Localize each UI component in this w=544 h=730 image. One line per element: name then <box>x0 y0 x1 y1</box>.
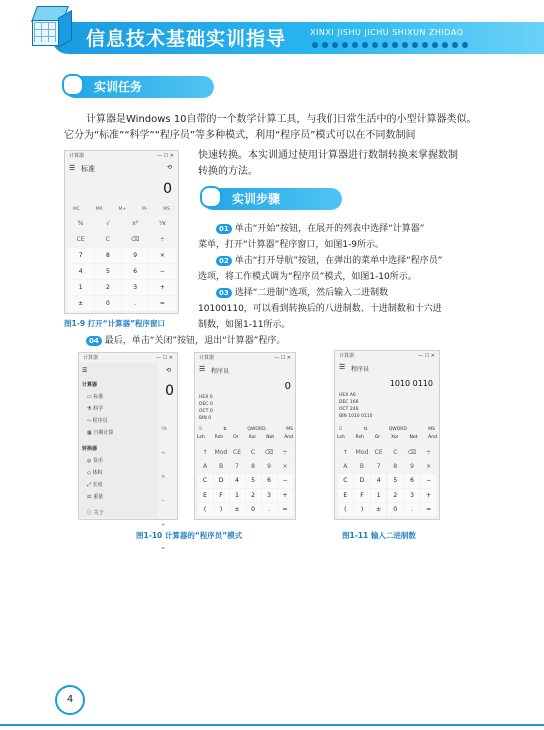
calc-key[interactable]: x² <box>122 216 148 231</box>
prog-key[interactable]: ⌫ <box>262 446 277 459</box>
mode-label: 程序员 <box>351 366 370 373</box>
step-4-line-1 <box>86 334 486 349</box>
prog-key[interactable]: Mod <box>214 446 229 459</box>
book-icon <box>200 186 222 208</box>
base-row-dec[interactable]: DEC 166 <box>339 400 359 405</box>
window-controls[interactable]: — ☐ ✕ <box>418 353 435 359</box>
prog-key[interactable]: . <box>262 503 277 516</box>
base-list <box>195 395 295 425</box>
calc-key[interactable]: 5 <box>95 264 121 279</box>
calculator-binary-window <box>334 350 440 520</box>
prog-key[interactable]: 0 <box>246 503 261 516</box>
window-app-name: 计算器 <box>339 353 355 359</box>
nav-item-about[interactable]: ⓘ 关于 <box>87 510 104 516</box>
history-icon[interactable]: ⟲ <box>165 367 171 374</box>
prog-key[interactable]: 6 <box>262 474 277 487</box>
step-text: 选择“二进制”选项，然后输入二进制数 <box>234 288 389 298</box>
figure-caption-1-10: 图1-10 计算器的“程序员”模式 <box>136 531 243 540</box>
bitwise-op[interactable]: Lsh <box>337 435 345 440</box>
prog-key[interactable]: 2 <box>388 489 404 502</box>
step-3-line-1 <box>216 286 486 301</box>
calculator-programmer-window <box>194 352 296 520</box>
header-dots <box>312 42 468 48</box>
memory-key[interactable]: M- <box>141 207 148 212</box>
prog-key[interactable]: 4 <box>230 474 245 487</box>
prog-key[interactable]: 4 <box>371 474 387 487</box>
calc-key[interactable]: 4 <box>68 264 94 279</box>
prog-key[interactable]: F <box>354 489 370 502</box>
prog-key[interactable]: CE <box>230 446 245 459</box>
book-title-pinyin: XINXI JISHU JICHU SHIXUN ZHIDAO <box>310 28 464 37</box>
word-row <box>199 427 293 432</box>
calc-key[interactable]: + <box>149 280 175 295</box>
prog-key[interactable]: D <box>354 474 370 487</box>
bitwise-op[interactable]: And <box>284 435 293 440</box>
prog-key[interactable]: 8 <box>388 460 404 473</box>
prog-key[interactable]: + <box>278 489 293 502</box>
step-badge: 02 <box>216 256 232 266</box>
prog-key[interactable]: = <box>421 503 437 516</box>
prog-key[interactable]: ↑ <box>198 446 213 459</box>
step-1-line-2: 菜单，打开“计算器”程序窗口，如图1-9所示。 <box>198 240 385 250</box>
calc-key[interactable]: √ <box>95 216 121 231</box>
prog-key[interactable]: F <box>214 489 229 502</box>
menu-icon[interactable]: ☰ <box>69 164 76 172</box>
nav-item-programmer[interactable]: ‹› 程序员 <box>87 418 108 424</box>
bit-toggle-icon[interactable]: ⠿ <box>339 427 343 432</box>
figure-caption-1-9: 图1-9 打开“计算器”程序窗口 <box>64 319 166 328</box>
step-badge: 01 <box>216 224 232 234</box>
base-row-bin[interactable]: BIN 0 <box>199 416 212 421</box>
calc-key[interactable]: . <box>122 296 148 311</box>
bit-toggle-icon[interactable]: ⠿ <box>199 427 203 432</box>
prog-key[interactable]: C <box>388 446 404 459</box>
step-2-line-2: 选项，将工作模式调为“程序员”模式，如图1-10所示。 <box>198 272 417 282</box>
prog-key[interactable]: × <box>278 460 293 473</box>
display-value: 1010 0110 <box>389 379 433 388</box>
prog-key[interactable]: 1 <box>230 489 245 502</box>
prog-key[interactable]: ( <box>338 503 354 516</box>
calc-key[interactable]: 7 <box>68 248 94 263</box>
prog-key[interactable]: − <box>421 474 437 487</box>
title-bar <box>79 353 177 363</box>
memory-store-button[interactable]: MS <box>428 427 435 432</box>
menu-icon[interactable]: ☰ <box>82 367 88 374</box>
bitwise-ops-row <box>197 435 293 440</box>
figure-caption-1-11: 图1-11 输入二进制数 <box>342 531 416 540</box>
section-task-banner <box>64 76 214 98</box>
memory-key[interactable]: MR <box>95 207 103 212</box>
window-app-name: 计算器 <box>83 355 99 361</box>
calc-key[interactable]: 9 <box>122 248 148 263</box>
calc-key[interactable]: ± <box>68 296 94 311</box>
word-row <box>339 427 435 432</box>
prog-key[interactable]: A <box>338 460 354 473</box>
prog-key[interactable]: 9 <box>262 460 277 473</box>
title-bar <box>195 353 295 363</box>
memory-key[interactable]: MS <box>163 207 171 212</box>
task-paragraph-line-1: 计算器是Windows 10自带的一个数学计算工具，与我们日常生活中的小型计算器类似。 <box>86 114 477 125</box>
prog-key[interactable]: E <box>198 489 213 502</box>
bitwise-op[interactable]: Or <box>233 435 239 440</box>
task-paragraph-line-4: 转换的方法。 <box>198 166 258 177</box>
calc-key[interactable]: ÷ <box>149 232 175 247</box>
section-steps-banner <box>202 188 342 210</box>
calc-key[interactable]: C <box>95 232 121 247</box>
base-row-bin[interactable]: BIN 1010 0110 <box>339 414 373 419</box>
nav-header-converter: 转换器 <box>82 446 98 452</box>
memory-key[interactable]: MC <box>72 207 80 212</box>
mode-label: 标准 <box>81 165 95 173</box>
programmer-keypad <box>197 445 293 517</box>
prog-key[interactable]: ÷ <box>421 446 437 459</box>
nav-item-scientific[interactable]: ⚗ 科学 <box>87 406 104 412</box>
step-text: 单击“开始”按钮，在展开的列表中选择“计算器” <box>234 224 425 234</box>
calculator-nav-window <box>78 352 178 552</box>
prog-key[interactable]: 5 <box>388 474 404 487</box>
calc-key[interactable]: 8 <box>95 248 121 263</box>
step-2-line-1 <box>216 254 486 269</box>
prog-key[interactable]: + <box>421 489 437 502</box>
word-size-button[interactable]: QWORD <box>388 427 407 432</box>
step-1-line-1 <box>216 222 486 237</box>
prog-key[interactable]: 7 <box>371 460 387 473</box>
nav-item-length[interactable]: ⤢ 长度 <box>87 482 103 488</box>
menu-icon[interactable]: ☰ <box>339 363 346 371</box>
step-text: 单击“打开导航”按钮，在弹出的菜单中选择“程序员” <box>234 256 443 266</box>
bitwise-op[interactable]: Not <box>266 435 275 440</box>
window-controls[interactable]: — ☐ ✕ <box>157 153 174 159</box>
footer-line <box>0 724 544 726</box>
bitwise-op[interactable]: Or <box>374 435 381 440</box>
nav-item-date[interactable]: ▦ 日期计算 <box>87 430 114 436</box>
prog-key[interactable]: ( <box>198 503 213 516</box>
nav-item-currency[interactable]: ◎ 货币 <box>87 458 103 464</box>
flag-icon <box>62 74 84 96</box>
prog-key[interactable]: − <box>278 474 293 487</box>
prog-key[interactable]: B <box>214 460 229 473</box>
prog-key[interactable]: C <box>338 474 354 487</box>
calculator-standard-window <box>64 150 179 314</box>
prog-key[interactable]: 1 <box>371 489 387 502</box>
cube-logo-grid <box>34 22 56 42</box>
window-app-name: 计算器 <box>199 355 215 361</box>
nav-item-volume[interactable]: ◇ 体积 <box>87 470 103 476</box>
partial-keys: ⅟x ÷ × − + = <box>161 426 167 552</box>
calc-key[interactable]: 0 <box>95 296 121 311</box>
prog-key[interactable]: 8 <box>246 460 261 473</box>
calc-key[interactable]: × <box>149 248 175 263</box>
window-controls[interactable]: — ☐ ✕ <box>156 355 173 361</box>
base-list <box>335 393 439 423</box>
section-task-title: 实训任务 <box>94 80 143 94</box>
display-value: 0 <box>163 181 172 197</box>
nav-item-weight[interactable]: ⚖ 重量 <box>87 494 104 500</box>
bitwise-op[interactable]: Rsh <box>214 435 224 440</box>
step-badge: 04 <box>86 336 102 346</box>
window-app-name: 计算器 <box>69 153 85 159</box>
bit-icon[interactable]: ⇅ <box>363 427 368 432</box>
standard-keypad <box>67 215 176 311</box>
prog-key[interactable]: C <box>246 446 261 459</box>
task-paragraph-line-2: 它分为“标准”“科学”“程序员”等多种模式，利用“程序员”模式可以在不同数制间 <box>64 130 416 141</box>
prog-key[interactable]: A <box>198 460 213 473</box>
prog-key[interactable]: C <box>198 474 213 487</box>
step-3-line-3: 制数，如图1-11所示。 <box>198 320 291 330</box>
base-row-dec[interactable]: DEC 0 <box>199 402 213 407</box>
calc-key[interactable]: 6 <box>122 264 148 279</box>
navigation-pane <box>79 363 157 518</box>
calc-key[interactable]: 2 <box>95 280 121 295</box>
calc-key[interactable]: CE <box>68 232 94 247</box>
calc-key[interactable]: = <box>149 296 175 311</box>
base-row-hex[interactable]: HEX 0 <box>199 395 213 400</box>
prog-key[interactable]: ) <box>214 503 229 516</box>
window-controls[interactable]: — ☐ ✕ <box>274 355 291 361</box>
title-bar <box>335 351 439 361</box>
bitwise-op[interactable]: Not <box>409 435 418 440</box>
section-steps-title: 实训步骤 <box>232 192 281 206</box>
prog-key[interactable]: CE <box>371 446 387 459</box>
prog-key[interactable]: ) <box>354 503 370 516</box>
prog-key[interactable]: D <box>214 474 229 487</box>
calc-key[interactable]: − <box>149 264 175 279</box>
step-text: 最后，单击“关闭”按钮，退出“计算器”程序。 <box>104 336 286 346</box>
calc-key[interactable]: ⅟x <box>149 216 175 231</box>
bitwise-op[interactable]: Rsh <box>355 435 364 440</box>
bitwise-op[interactable]: Lsh <box>197 435 205 440</box>
prog-key[interactable]: 7 <box>230 460 245 473</box>
memory-key[interactable]: M+ <box>118 207 127 212</box>
title-bar <box>65 151 178 161</box>
prog-key[interactable]: ± <box>230 503 245 516</box>
prog-key[interactable]: 9 <box>404 460 420 473</box>
word-size-button[interactable]: QWORD <box>247 427 266 432</box>
calc-key[interactable]: % <box>68 216 94 231</box>
prog-key[interactable]: . <box>404 503 420 516</box>
prog-key[interactable]: 6 <box>404 474 420 487</box>
prog-key[interactable]: E <box>338 489 354 502</box>
bit-icon[interactable]: ⇅ <box>222 427 227 432</box>
calc-key[interactable]: ⌫ <box>122 232 148 247</box>
base-row-hex[interactable]: HEX A6 <box>339 393 356 398</box>
display-value: 0 <box>165 383 174 399</box>
mode-label: 程序员 <box>211 368 230 375</box>
programmer-keypad <box>337 445 437 517</box>
prog-key[interactable]: × <box>421 460 437 473</box>
step-3-line-2: 10100110，可以看到转换后的八进制数、十进制数和十六进 <box>198 304 442 314</box>
prog-key[interactable]: 0 <box>388 503 404 516</box>
prog-key[interactable]: ± <box>371 503 387 516</box>
bitwise-op[interactable]: Xor <box>248 435 257 440</box>
prog-key[interactable]: 3 <box>262 489 277 502</box>
nav-item-standard[interactable]: ▭ 标准 <box>87 394 104 400</box>
page-number: 4 <box>55 685 85 715</box>
memory-store-button[interactable]: MS <box>286 427 293 432</box>
prog-key[interactable]: Mod <box>354 446 370 459</box>
prog-key[interactable]: 2 <box>246 489 261 502</box>
task-paragraph-line-3: 快速转换。本实训通过使用计算器进行数制转换来掌握数制 <box>198 150 458 161</box>
base-row-oct[interactable]: OCT 246 <box>339 407 359 412</box>
prog-key[interactable]: 3 <box>404 489 420 502</box>
history-icon[interactable]: ⟲ <box>166 164 172 171</box>
calc-key[interactable]: 3 <box>122 280 148 295</box>
menu-icon[interactable]: ☰ <box>199 365 206 373</box>
prog-key[interactable]: B <box>354 460 370 473</box>
calc-key[interactable]: 1 <box>68 280 94 295</box>
prog-key[interactable]: ⌫ <box>404 446 420 459</box>
base-row-oct[interactable]: OCT 0 <box>199 409 213 414</box>
bitwise-ops-row <box>337 435 437 440</box>
book-title: 信息技术基础实训指导 <box>86 28 287 50</box>
prog-key[interactable]: 5 <box>246 474 261 487</box>
prog-key[interactable]: ÷ <box>278 446 293 459</box>
nav-header-calculator: 计算器 <box>82 382 98 388</box>
bitwise-op[interactable]: Xor <box>390 435 399 440</box>
memory-row <box>65 207 178 212</box>
prog-key[interactable]: ↑ <box>338 446 354 459</box>
prog-key[interactable]: = <box>278 503 293 516</box>
bitwise-op[interactable]: And <box>428 435 437 440</box>
step-badge: 03 <box>216 288 232 298</box>
display-value: 0 <box>284 381 291 392</box>
